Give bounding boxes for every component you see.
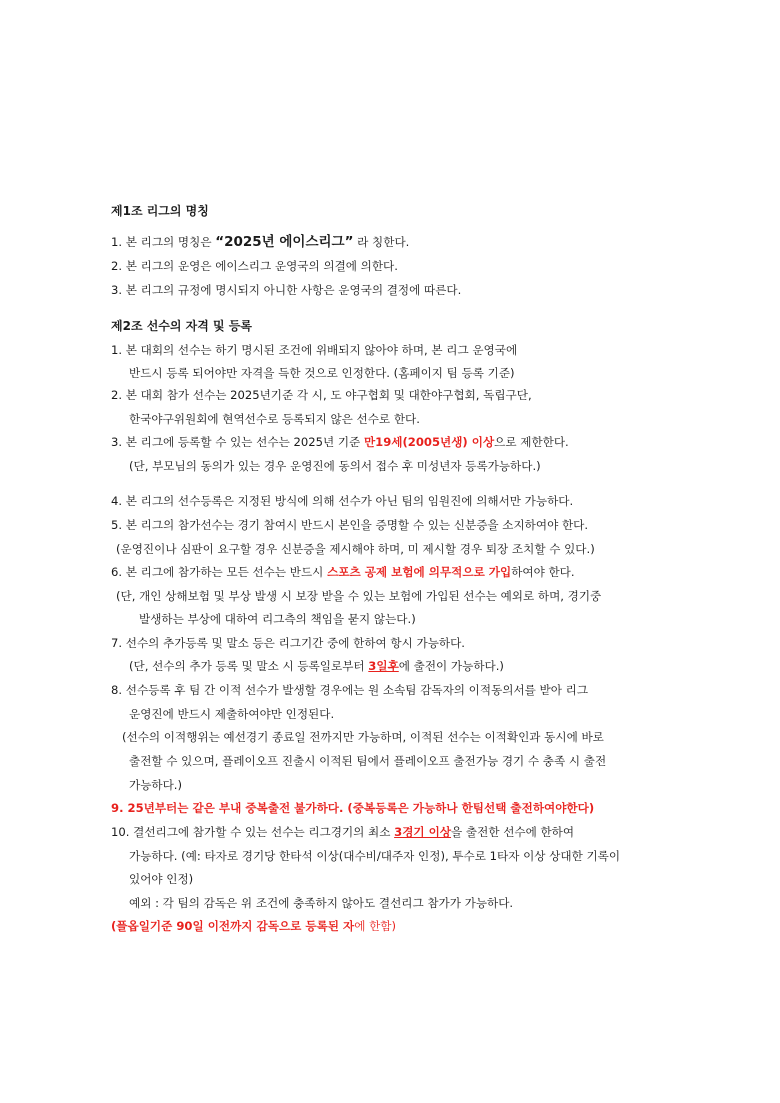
rule-text: 에 출전이 가능하다.)	[398, 659, 504, 673]
rule-8-line-1: 8. 선수등록 후 팀 간 이적 선수가 발생할 경우에는 원 소속팀 감독자의 이적동의서를 받아 리그	[111, 683, 589, 697]
section-2-title: 제2조 선수의 자격 및 등록	[111, 319, 252, 333]
rule-5-line-2: (운영진이나 심판이 요구할 경우 신분증을 제시해야 하며, 미 제시할 경우 퇴장 조치할 수 있다.)	[116, 542, 595, 556]
rule-1-line-2: 반드시 등록 되어야만 자격을 득한 것으로 인정한다. (홈페이지 팀 등록 기준)	[129, 366, 515, 380]
rule-6-line-1	[111, 564, 575, 580]
rule-3-line-2: (단, 부모님의 동의가 있는 경우 운영진에 동의서 접수 후 미성년자 등록가능하다.)	[129, 459, 541, 473]
rule-7-line-2	[129, 658, 504, 674]
rule-8-line-2: 운영진에 반드시 제출하여야만 인정된다.	[129, 707, 335, 721]
three-days-after: 3일후	[368, 659, 399, 673]
section-1-item-1	[111, 234, 409, 250]
rule-8-line-4: 출전할 수 있으며, 플레이오프 진출시 이적된 팀에서 플레이오프 출전가능 경기 수 충족 시 출전	[129, 754, 607, 768]
section-1-item-3: 3. 본 리그의 규정에 명시되지 아니한 사항은 운영국의 결정에 따른다.	[111, 283, 462, 297]
rule-5-line-1: 5. 본 리그의 참가선수는 경기 참여시 반드시 본인을 증명할 수 있는 신분증을 소지하여야 한다.	[111, 518, 589, 532]
rule-8-line-5: 가능하다.)	[129, 778, 183, 792]
section-1-item-2: 2. 본 리그의 운영은 에이스리그 운영국의 의결에 의한다.	[111, 259, 398, 273]
min-games-requirement: 3경기 이상	[394, 825, 452, 839]
rule-text: 하여야 한다.	[511, 565, 575, 579]
rule-text: 에 한함)	[354, 919, 397, 933]
rule-text: 3. 본 리그에 등록할 수 있는 선수는 2025년 기준	[111, 435, 364, 449]
rule-text: 으로 제한한다.	[494, 435, 569, 449]
rule-9-line-1: 9. 25년부터는 같은 부내 중복출전 불가하다. (중복등록은 가능하나 한팀선택 출전하여야한다)	[111, 801, 595, 815]
rule-text: (단, 선수의 추가 등록 및 말소 시 등록일로부터	[129, 659, 369, 673]
league-name: “2025년 에이스리그”	[215, 234, 354, 250]
item-text: 1. 본 리그의 명칭은	[111, 235, 216, 249]
rule-2-line-1: 2. 본 대회 참가 선수는 2025년기준 각 시, 도 야구협회 및 대한야구협회, 독립구단,	[111, 388, 532, 402]
rule-4-line-1: 4. 본 리그의 선수등록은 지정된 방식에 의해 선수가 아닌 팀의 임원진에 의해서만 가능하다.	[111, 494, 574, 508]
rule-6-line-2: (단, 개인 상해보험 및 부상 발생 시 보장 받을 수 있는 보험에 가입된 선수는 예외로 하며, 경기중	[116, 589, 602, 603]
rule-1-line-1: 1. 본 대회의 선수는 하기 명시된 조건에 위배되지 않아야 하며, 본 리그 운영국에	[111, 343, 518, 357]
rule-text: 을 출전한 선수에 한하여	[451, 825, 575, 839]
rule-text: 10. 결선리그에 참가할 수 있는 선수는 리그경기의 최소	[111, 825, 395, 839]
item-text: 라 칭한다.	[353, 235, 410, 249]
rule-10-line-2: 가능하다. (예: 타자로 경기당 한타석 이상(대수비/대주자 인정), 투수로 1타자 이상 상대한 기록이	[129, 849, 621, 863]
rule-6-line-3: 발생하는 부상에 대하여 리그측의 책임을 묻지 않는다.)	[139, 612, 416, 626]
rule-10-line-5	[111, 918, 396, 934]
rule-8-line-3: (선수의 이적행위는 예선경기 종료일 전까지만 가능하며, 이적된 선수는 이적확인과 동시에 바로	[122, 730, 604, 744]
section-1-title: 제1조 리그의 명칭	[111, 204, 209, 218]
rule-3-line-1	[111, 434, 569, 450]
age-requirement: 만19세(2005년생) 이상	[363, 435, 495, 449]
manager-deadline: (플옵일기준 90일 이전까지 감독으로 등록된 자	[111, 919, 355, 933]
rule-7-line-1: 7. 선수의 추가등록 및 말소 등은 리그기간 중에 한하여 항시 가능하다.	[111, 636, 465, 650]
rule-10-line-4: 예외 : 각 팀의 감독은 위 조건에 충족하지 않아도 결선리그 참가가 가능하다.	[129, 896, 514, 910]
rule-2-line-2: 한국야구위원회에 현역선수로 등록되지 않은 선수로 한다.	[129, 412, 420, 426]
rule-10-line-3: 있어야 인정)	[129, 872, 194, 886]
insurance-requirement: 스포츠 공제 보험에 의무적으로 가입	[327, 565, 512, 579]
rule-10-line-1	[111, 824, 574, 840]
rule-text: 6. 본 리그에 참가하는 모든 선수는 반드시	[111, 565, 328, 579]
